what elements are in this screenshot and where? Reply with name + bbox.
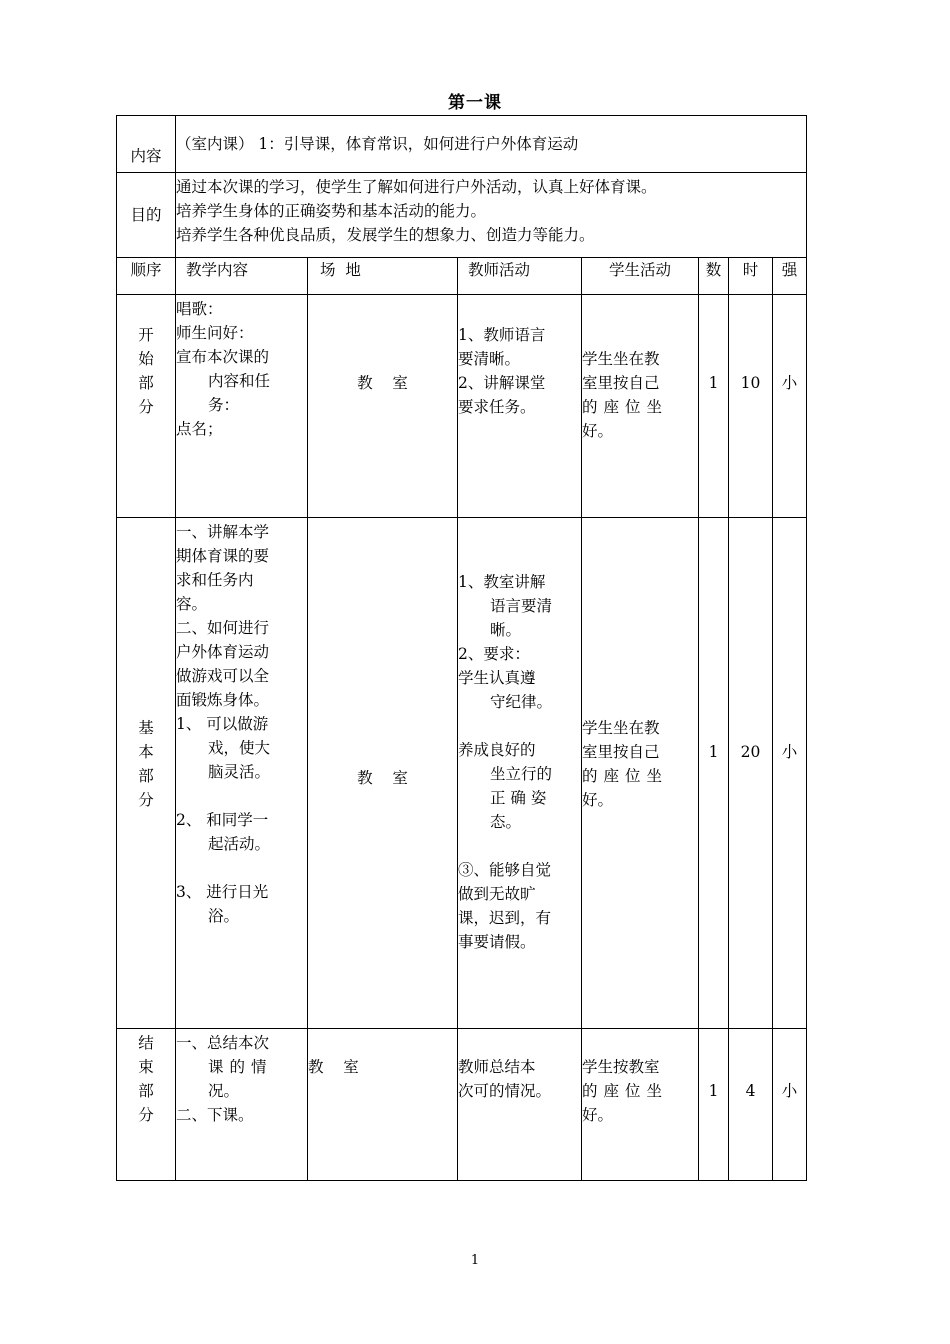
content-label: 内容 — [117, 116, 176, 173]
teacher-line: 次可的情况。 — [458, 1082, 552, 1100]
teacher-line: 1、教室讲解 — [458, 573, 546, 591]
section-name-char: 束 — [138, 1058, 154, 1076]
section-start-venue: 教 室 — [308, 295, 458, 518]
section-start-teacher — [458, 295, 582, 518]
content-text: （室内课） 1：引导课，体育常识，如何进行户外体育运动 — [176, 116, 807, 173]
header-venue: 场 地 — [308, 258, 458, 295]
header-order: 顺序 — [117, 258, 176, 295]
teaching-line: 课的情 — [208, 1058, 273, 1076]
teacher-line: 事要请假。 — [458, 933, 536, 951]
teacher-line: 做到无故旷 — [458, 885, 536, 903]
section-name-char: 本 — [138, 743, 154, 761]
teacher-line: 语言要清 — [490, 597, 553, 615]
teacher-line: 2、要求： — [458, 645, 530, 663]
spacer — [458, 834, 581, 858]
section-basic-venue: 教 室 — [308, 518, 458, 1029]
spacer — [458, 714, 581, 738]
header-intensity: 强 — [773, 258, 807, 295]
section-start-intensity: 小 — [773, 295, 807, 518]
header-student: 学生活动 — [582, 258, 699, 295]
section-end-row — [117, 1029, 807, 1181]
section-start-count: 1 — [699, 295, 729, 518]
teaching-line: 1、 可以做游 — [176, 715, 269, 733]
section-end-student — [582, 1029, 699, 1181]
teaching-line: 戏，使大 — [208, 739, 271, 757]
teacher-line: 1、教师语言 — [458, 326, 546, 344]
teaching-line: 2、 和同学一 — [176, 811, 269, 829]
teacher-line: 要清晰。 — [458, 350, 521, 368]
teaching-line: 脑灵活。 — [208, 763, 271, 781]
section-end-teacher — [458, 1029, 582, 1181]
section-name-char: 部 — [138, 1082, 154, 1100]
student-line: 学生按教室 — [582, 1058, 660, 1076]
student-line: 好。 — [582, 1106, 614, 1124]
student-line: 室里按自己 — [582, 743, 660, 761]
section-name-char: 基 — [138, 719, 154, 737]
teaching-line: 二、下课。 — [176, 1106, 254, 1124]
section-basic-student — [582, 518, 699, 1029]
teaching-line: 一、讲解本学 — [176, 523, 270, 541]
section-end-teaching — [176, 1029, 308, 1181]
page-title: 第一课 — [448, 93, 502, 113]
purpose-row — [117, 173, 807, 258]
section-start-time: 10 — [729, 295, 773, 518]
student-line: 学生坐在教 — [582, 719, 660, 737]
section-name-char: 开 — [138, 326, 154, 344]
teacher-line: 坐立行的 — [490, 765, 553, 783]
teaching-line: 户外体育运动 — [176, 643, 270, 661]
teaching-line: 期体育课的要 — [176, 547, 270, 565]
section-name-char: 部 — [138, 374, 154, 392]
section-end-venue: 教 室 — [308, 1029, 458, 1181]
purpose-text — [176, 173, 807, 258]
lesson-plan-table — [116, 115, 807, 1181]
section-basic-name — [117, 518, 176, 1029]
section-basic-row — [117, 518, 807, 1029]
section-basic-teacher — [458, 518, 582, 1029]
teaching-line: 宣布本次课的 — [176, 348, 270, 366]
student-line: 室里按自己 — [582, 374, 660, 392]
section-start-teaching — [176, 295, 308, 518]
teaching-line: 点名； — [176, 420, 223, 438]
teaching-line: 做游戏可以全 — [176, 667, 270, 685]
teaching-line: 唱歌： — [176, 300, 223, 318]
student-line: 的座位坐 — [582, 1082, 669, 1100]
teaching-line: 一、总结本次 — [176, 1034, 270, 1052]
header-count: 数 — [699, 258, 729, 295]
teacher-line: 学生认真遵 — [458, 669, 536, 687]
teacher-line: ③、能够自觉 — [458, 861, 552, 879]
student-line: 的座位坐 — [582, 767, 669, 785]
section-start-name — [117, 295, 176, 518]
section-name-char: 结 — [138, 1034, 154, 1052]
teacher-line: 教师总结本 — [458, 1058, 536, 1076]
section-basic-count: 1 — [699, 518, 729, 1029]
section-end-name — [117, 1029, 176, 1181]
teaching-line: 内容和任 — [208, 372, 271, 390]
teaching-line: 容。 — [176, 595, 208, 613]
student-line: 好。 — [582, 791, 614, 809]
content-row — [117, 116, 807, 173]
section-basic-time: 20 — [729, 518, 773, 1029]
teacher-line: 晰。 — [490, 621, 522, 639]
teacher-line: 课，迟到，有 — [458, 909, 552, 927]
section-basic-teaching — [176, 518, 308, 1029]
purpose-line: 培养学生各种优良品质，发展学生的想象力、创造力等能力。 — [176, 226, 595, 244]
student-line: 好。 — [582, 422, 614, 440]
section-name-char: 始 — [138, 350, 154, 368]
header-teaching: 教学内容 — [176, 258, 308, 295]
section-end-time: 4 — [729, 1029, 773, 1181]
teaching-line: 求和任务内 — [176, 571, 254, 589]
page-number: 1 — [470, 1253, 480, 1268]
section-name-char: 分 — [138, 398, 154, 416]
purpose-line: 通过本次课的学习，使学生了解如何进行户外活动，认真上好体育课。 — [176, 178, 657, 196]
header-row — [117, 258, 807, 295]
student-line: 的座位坐 — [582, 398, 669, 416]
teacher-line: 养成良好的 — [458, 741, 536, 759]
teacher-line: 守纪律。 — [490, 693, 553, 711]
section-end-count: 1 — [699, 1029, 729, 1181]
section-start-student — [582, 295, 699, 518]
spacer — [176, 784, 307, 808]
teacher-line: 态。 — [490, 813, 522, 831]
teaching-line: 起活动。 — [208, 835, 271, 853]
spacer — [176, 856, 307, 880]
header-teacher: 教师活动 — [458, 258, 582, 295]
section-end-intensity: 小 — [773, 1029, 807, 1181]
teacher-line: 2、讲解课堂 — [458, 374, 546, 392]
teaching-line: 浴。 — [208, 907, 240, 925]
teaching-line: 况。 — [208, 1082, 240, 1100]
purpose-line: 培养学生身体的正确姿势和基本活动的能力。 — [176, 202, 487, 220]
teaching-line: 务： — [208, 396, 240, 414]
purpose-label: 目的 — [117, 173, 176, 258]
section-start-row — [117, 295, 807, 518]
section-name-char: 分 — [138, 1106, 154, 1124]
section-basic-intensity: 小 — [773, 518, 807, 1029]
teacher-line: 要求任务。 — [458, 398, 536, 416]
student-line: 学生坐在教 — [582, 350, 660, 368]
teacher-line: 正 确 姿 — [490, 789, 547, 807]
section-name-char: 分 — [138, 791, 154, 809]
teaching-line: 面锻炼身体。 — [176, 691, 270, 709]
teaching-line: 3、 进行日光 — [176, 883, 269, 901]
teaching-line: 师生问好： — [176, 324, 254, 342]
section-name-char: 部 — [138, 767, 154, 785]
teaching-line: 二、如何进行 — [176, 619, 270, 637]
header-time: 时 — [729, 258, 773, 295]
